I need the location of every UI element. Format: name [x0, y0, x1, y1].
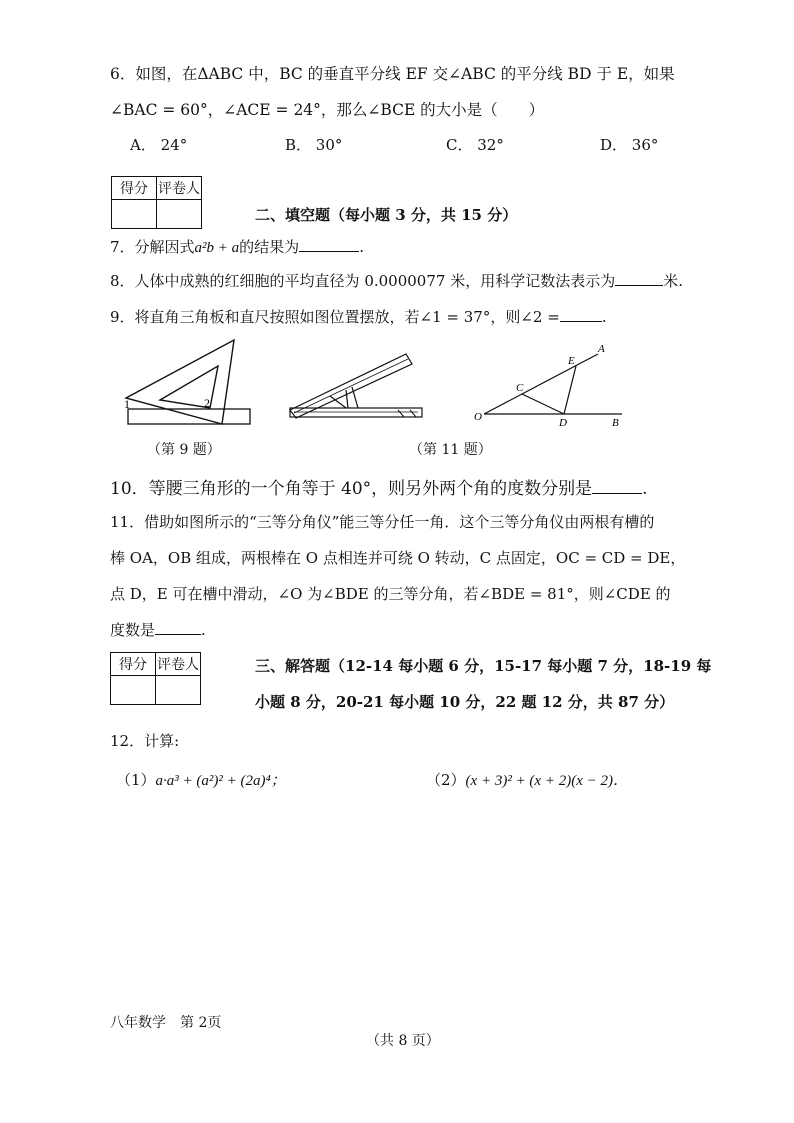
q9-text: 9．将直角三角板和直尺按照如图位置摆放，若∠1 = 37°，则∠2 =	[110, 308, 560, 326]
fig11-label-e: E	[568, 355, 575, 367]
grader-cell	[156, 676, 201, 705]
q12-part2	[426, 769, 628, 790]
score-cell	[112, 200, 157, 229]
q11-line2: 棒 OA，OB 组成，两根棒在 O 点相连并可绕 O 转动，C 点固定，OC = CD = DE，	[110, 549, 686, 567]
q11-answer-blank[interactable]	[155, 620, 201, 635]
footer-center: （共 8 页）	[366, 1033, 440, 1049]
q12-part1	[116, 769, 286, 790]
figure-trisector	[286, 350, 428, 424]
ray-oa	[484, 354, 598, 414]
q8	[110, 270, 683, 291]
fig11-label-a: A	[598, 343, 605, 355]
q12-part1-expr: a·a³ + (a²)² + (2a)⁴；	[155, 773, 286, 789]
score-label: 得分	[112, 177, 157, 200]
ruler-shape	[128, 409, 250, 424]
section2-title: 二、填空题（每小题 3 分，共 15 分）	[255, 206, 518, 224]
section3-title-line1: 三、解答题（12-14 每小题 6 分，15-17 每小题 7 分，18-19 每	[255, 657, 712, 675]
grader-label: 评卷人	[156, 653, 201, 676]
score-label: 得分	[111, 653, 156, 676]
q6-line1: 6．如图，在ΔABC 中，BC 的垂直平分线 EF 交∠ABC 的平分线 BD 于 E，如果	[110, 65, 675, 83]
q11-line4-text: 度数是	[110, 621, 156, 639]
fig9-label-2: 2	[204, 396, 210, 410]
q12-part1-label: （1）	[116, 771, 156, 789]
figure-q9	[118, 336, 258, 432]
grader-cell	[157, 200, 202, 229]
set-square-outer	[126, 340, 234, 424]
q6-option-a: A． 24°	[130, 136, 188, 154]
q11-line4: 度数是 .	[110, 621, 206, 639]
q8-answer-blank[interactable]	[615, 271, 663, 286]
q10-answer-blank[interactable]	[592, 479, 642, 494]
q8-unit: 米.	[663, 272, 683, 290]
fig11-caption: （第 11 题）	[409, 442, 492, 458]
q6-option-d: D． 36°	[600, 136, 659, 154]
q6-line2: ∠BAC = 60°，∠ACE = 24°，那么∠BCE 的大小是（ ）	[110, 101, 545, 119]
q12-part2-label: （2）	[426, 771, 466, 789]
fig11-label-o: O	[474, 411, 482, 423]
grader-label: 评卷人	[157, 177, 202, 200]
figure-q11	[470, 342, 630, 432]
q11-line1: 11．借助如图所示的“三等分角仪”能三等分任一角．这个三等分角仪由两根有槽的	[110, 513, 655, 531]
q7-answer-blank[interactable]	[299, 237, 359, 252]
q6-option-b: B． 30°	[285, 136, 343, 154]
q12-title: 12．计算:	[110, 732, 180, 750]
q10-text: 10．等腰三角形的一个角等于 40°，则另外两个角的度数分别是	[110, 479, 593, 499]
score-box-section2	[111, 176, 202, 229]
q10: 10．等腰三角形的一个角等于 40°，则另外两个角的度数分别是 .	[110, 479, 648, 499]
q6-option-c: C． 32°	[446, 136, 504, 154]
fig11-label-d: D	[559, 417, 567, 429]
score-cell	[111, 676, 156, 705]
q7-prefix: 7．分解因式	[110, 238, 195, 256]
q7-expr: a²b + a	[194, 240, 240, 256]
fig9-label-1: 1	[124, 397, 130, 411]
segment-cd	[522, 394, 564, 414]
q12-part2-expr: (x + 3)² + (x + 2)(x − 2)．	[465, 773, 628, 789]
fig9-caption: （第 9 题）	[147, 442, 221, 458]
q11-line3: 点 D，E 可在槽中滑动，∠O 为∠BDE 的三等分角，若∠BDE = 81°，则∠CDE 的	[110, 585, 671, 603]
score-box-section3	[110, 652, 201, 705]
q9: 9．将直角三角板和直尺按照如图位置摆放，若∠1 = 37°，则∠2 = .	[110, 308, 607, 326]
q9-answer-blank[interactable]	[560, 307, 602, 322]
q7: 7．分解因式a²b + a的结果为 .	[110, 238, 364, 256]
fig11-label-b: B	[612, 417, 619, 429]
q7-suffix: 的结果为	[239, 238, 300, 256]
segment-de	[564, 366, 576, 414]
footer-left: 八年数学 第 2页	[110, 1015, 222, 1031]
section3-title-line2: 小题 8 分，20-21 每小题 10 分，22 题 12 分，共 87 分）	[255, 693, 675, 711]
fig11-label-c: C	[516, 382, 524, 394]
q8-text: 8．人体中成熟的红细胞的平均直径为 0.0000077 米，用科学记数法表示为	[110, 272, 616, 290]
